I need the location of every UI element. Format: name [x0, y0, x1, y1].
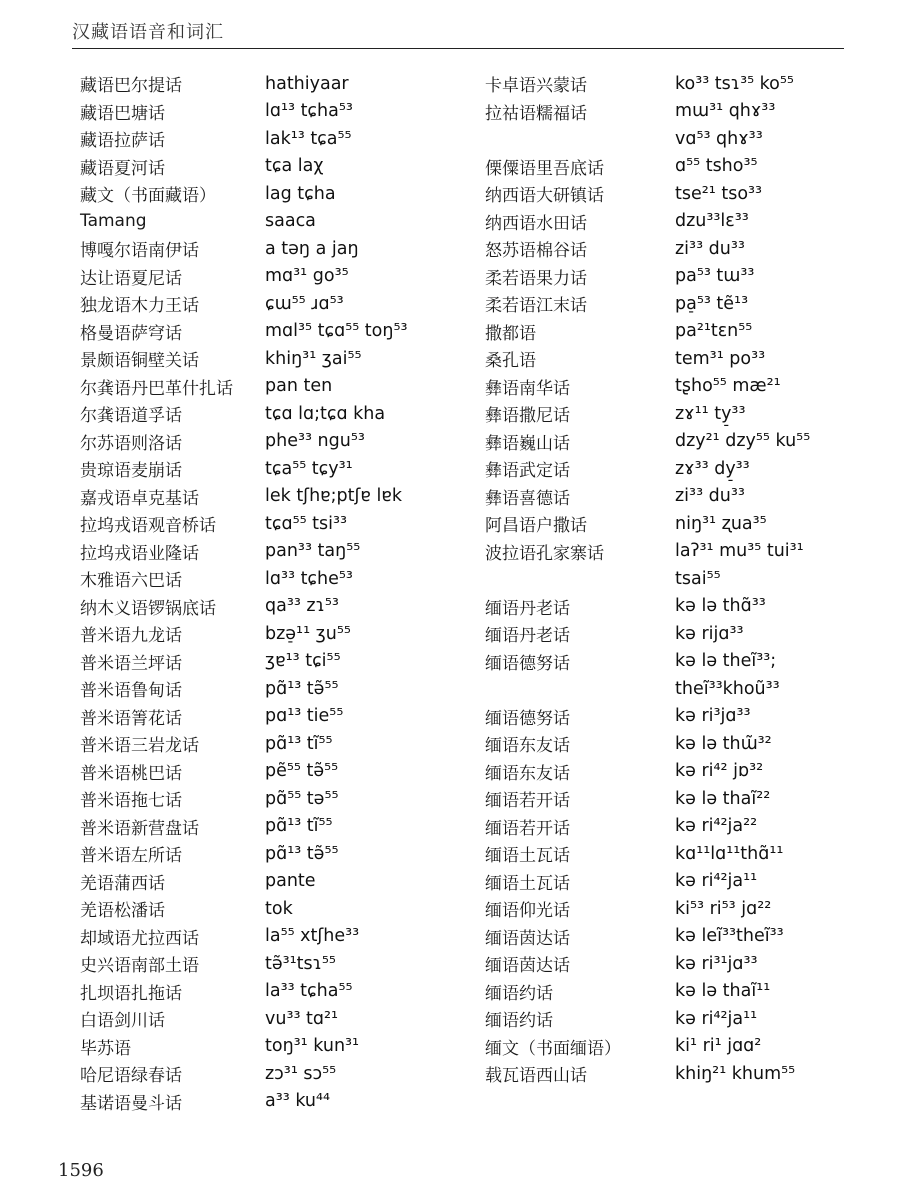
entry-row — [485, 868, 825, 896]
entry-row — [80, 675, 410, 703]
left-column — [80, 70, 410, 1115]
word-form: vu³³ tɑ²¹ — [265, 1008, 339, 1029]
entry-row — [80, 813, 410, 841]
dialect-name: 缅语约话 — [485, 1011, 553, 1032]
word-form: niŋ³¹ ʐua³⁵ — [675, 513, 767, 534]
entry-row — [485, 70, 825, 98]
dialect-name: 普米语箐花话 — [80, 708, 182, 729]
page-number: 1596 — [58, 1160, 104, 1181]
entry-row — [485, 483, 825, 511]
dialect-name: 彝语撒尼话 — [485, 406, 570, 427]
word-form: pante — [265, 871, 316, 892]
dialect-name: 羌语蒲西话 — [80, 873, 165, 894]
entry-row — [485, 950, 825, 978]
word-form: zɤ¹¹ ty̠³³ — [675, 403, 746, 424]
word-form: pɑ̃¹³ tĩ⁵⁵ — [265, 733, 333, 754]
dialect-name: 独龙语木力王话 — [80, 296, 199, 317]
dialect-name: 博嘎尔语南伊话 — [80, 241, 199, 262]
entry-row — [485, 923, 825, 951]
word-form: dzu³³lɛ³³ — [675, 211, 749, 232]
dialect-name: 傈僳语里吾底话 — [485, 158, 604, 179]
word-form: pɑ̃¹³ tə̃⁵⁵ — [265, 678, 339, 699]
word-form: la⁵⁵ xtʃhe³³ — [265, 926, 360, 947]
word-form: ɑ⁵⁵ tsho³⁵ — [675, 156, 758, 177]
entry-row — [80, 565, 410, 593]
entry-row — [80, 263, 410, 291]
word-form: lag tɕha — [265, 183, 336, 204]
entry-row — [485, 318, 825, 346]
dialect-name: 格曼语萨穹话 — [80, 323, 182, 344]
word-form: kə ri⁴²ja²² — [675, 816, 758, 837]
dialect-name: 桑孔语 — [485, 351, 536, 372]
entry-row — [485, 675, 825, 703]
dialect-name: 纳西语大研镇话 — [485, 186, 604, 207]
dialect-name: 普米语九龙话 — [80, 626, 182, 647]
entry-row — [485, 125, 825, 153]
entry-row — [485, 758, 825, 786]
entry-row — [485, 620, 825, 648]
entry-row — [485, 98, 825, 126]
entry-row — [485, 813, 825, 841]
word-form: kə ri³jɑ³³ — [675, 706, 751, 727]
entry-row — [485, 840, 825, 868]
word-form: ɕɯ⁵⁵ ɹɑ⁵³ — [265, 293, 344, 314]
word-form: mɑ³¹ go³⁵ — [265, 266, 349, 287]
word-form: khiŋ²¹ khum⁵⁵ — [675, 1063, 796, 1084]
dialect-name: 缅语德努话 — [485, 708, 570, 729]
word-form: tsai⁵⁵ — [675, 568, 721, 589]
dialect-name: 缅语丹老话 — [485, 626, 570, 647]
dialect-name: 达让语夏尼话 — [80, 268, 182, 289]
dialect-name: 阿昌语户撒话 — [485, 516, 587, 537]
entry-row — [80, 593, 410, 621]
dialect-name: 卡卓语兴蒙话 — [485, 76, 587, 97]
word-form: kə lə thɯ̃³² — [675, 733, 772, 754]
entry-row — [80, 758, 410, 786]
word-form: pa²¹tɛn⁵⁵ — [675, 321, 753, 342]
dialect-name: 彝语喜德话 — [485, 488, 570, 509]
word-form: kə leĩ³³theĩ³³ — [675, 926, 784, 947]
dialect-name: 缅语若开话 — [485, 818, 570, 839]
word-form: lek tʃhɐ;ptʃɐ lɐk — [265, 486, 402, 507]
dialect-name: 木雅语六巴话 — [80, 571, 182, 592]
word-form: pɑ¹³ tie⁵⁵ — [265, 706, 344, 727]
word-form: vɑ⁵³ qhɤ³³ — [675, 128, 763, 149]
dialect-name: 普米语三岩龙话 — [80, 736, 199, 757]
dialect-name: 藏语夏河话 — [80, 158, 165, 179]
entry-row — [80, 318, 410, 346]
entry-row — [485, 1005, 825, 1033]
entry-row — [485, 538, 825, 566]
entry-row — [80, 950, 410, 978]
dialect-name: 缅语德努话 — [485, 653, 570, 674]
word-form: saaca — [265, 211, 316, 232]
entry-row — [80, 345, 410, 373]
word-form: lɑ³³ tɕhe⁵³ — [265, 568, 353, 589]
entry-row — [485, 703, 825, 731]
entry-row — [485, 290, 825, 318]
entry-row — [80, 208, 410, 236]
dialect-name: 普米语拖七话 — [80, 791, 182, 812]
dialect-name: 缅语土瓦话 — [485, 846, 570, 867]
word-form: khiŋ³¹ ʒai⁵⁵ — [265, 348, 362, 369]
dialect-name: 柔若语果力话 — [485, 268, 587, 289]
word-form: dzy²¹ dzy⁵⁵ ku⁵⁵ — [675, 431, 811, 452]
dialect-name: 白语剑川话 — [80, 1011, 165, 1032]
dialect-name: 普米语鲁甸话 — [80, 681, 182, 702]
dialect-name: 波拉语孔家寨话 — [485, 543, 604, 564]
dialect-name: 缅语土瓦话 — [485, 873, 570, 894]
dialect-name: 彝语武定话 — [485, 461, 570, 482]
dialect-name: 普米语兰坪话 — [80, 653, 182, 674]
word-form: pan³³ taŋ⁵⁵ — [265, 541, 361, 562]
dialect-name: 缅语约话 — [485, 983, 553, 1004]
word-form: ko³³ tsɿ³⁵ ko⁵⁵ — [675, 73, 794, 94]
dialect-name: 却域语尤拉西话 — [80, 928, 199, 949]
running-title: 汉藏语语音和词汇 — [72, 22, 224, 43]
dialect-name: 藏文（书面藏语） — [80, 186, 216, 207]
entry-row — [80, 400, 410, 428]
header-rule — [72, 48, 844, 49]
dialect-name: 载瓦语西山话 — [485, 1066, 587, 1087]
word-form: kə lə thɑ̃³³ — [675, 596, 766, 617]
entry-row — [80, 1060, 410, 1088]
entry-row — [80, 290, 410, 318]
dialect-name: 缅语东友话 — [485, 763, 570, 784]
word-form: qa³³ zɿ⁵³ — [265, 596, 339, 617]
word-form: tse²¹ tso³³ — [675, 183, 763, 204]
entry-row — [80, 895, 410, 923]
dialect-name: 缅语丹老话 — [485, 598, 570, 619]
entry-row — [485, 373, 825, 401]
dialect-name: 拉坞戎语业隆话 — [80, 543, 199, 564]
entry-row — [80, 1005, 410, 1033]
dialect-name: 尔龚语道孚话 — [80, 406, 182, 427]
dialect-name: 尔苏语则洛话 — [80, 433, 182, 454]
dialect-name: 藏语拉萨话 — [80, 131, 165, 152]
dialect-name: 缅语仰光话 — [485, 901, 570, 922]
entry-row — [485, 153, 825, 181]
word-form: bzə̠¹¹ ʒu⁵⁵ — [265, 623, 351, 644]
entry-row — [485, 1060, 825, 1088]
entry-row — [485, 1033, 825, 1061]
dialect-name: 贵琼语麦崩话 — [80, 461, 182, 482]
word-form: phe³³ ngu⁵³ — [265, 431, 365, 452]
dialect-name: 羌语松潘话 — [80, 901, 165, 922]
word-form: mɯ³¹ qhɤ³³ — [675, 101, 776, 122]
word-form: ki¹ ri¹ jɑɑ² — [675, 1036, 762, 1057]
word-form: lɑ¹³ tɕha⁵³ — [265, 101, 353, 122]
entry-row — [80, 538, 410, 566]
word-form: zi³³ du³³ — [675, 238, 745, 259]
word-form: pa̠⁵³ tẽ¹³ — [675, 293, 749, 314]
entry-row — [485, 208, 825, 236]
dialect-name: Tamang — [80, 211, 147, 232]
dialect-name: 哈尼语绿春话 — [80, 1066, 182, 1087]
entry-row — [80, 180, 410, 208]
word-form: pɑ̃¹³ tə̃⁵⁵ — [265, 843, 339, 864]
entry-row — [485, 180, 825, 208]
dialect-name: 普米语新营盘话 — [80, 818, 199, 839]
word-form: lak¹³ tɕa⁵⁵ — [265, 128, 352, 149]
entry-row — [485, 263, 825, 291]
word-form: tɕɑ⁵⁵ tsi³³ — [265, 513, 348, 534]
right-column — [485, 70, 825, 1088]
word-form: laʔ³¹ mu³⁵ tui³¹ — [675, 541, 804, 562]
word-form: theĩ³³khoũ³³ — [675, 678, 780, 699]
entry-row — [80, 978, 410, 1006]
entry-row — [80, 868, 410, 896]
word-form: kə rijɑ³³ — [675, 623, 744, 644]
dialect-name: 缅语东友话 — [485, 736, 570, 757]
dialect-name: 毕苏语 — [80, 1038, 131, 1059]
word-form: pɑ̃¹³ tĩ⁵⁵ — [265, 816, 333, 837]
word-form: tɕa⁵⁵ tɕy³¹ — [265, 458, 353, 479]
entry-row — [80, 125, 410, 153]
entry-row — [485, 648, 825, 676]
word-form: zɔ³¹ sɔ⁵⁵ — [265, 1063, 337, 1084]
dialect-name: 彝语南华话 — [485, 378, 570, 399]
dialect-name: 柔若语江末话 — [485, 296, 587, 317]
dialect-name: 缅语若开话 — [485, 791, 570, 812]
dialect-name: 嘉戎语卓克基话 — [80, 488, 199, 509]
word-form: tʂho⁵⁵ mæ²¹ — [675, 376, 781, 397]
entry-row — [485, 510, 825, 538]
word-form: pa⁵³ tɯ³³ — [675, 266, 755, 287]
dialect-name: 拉祜语糯福话 — [485, 103, 587, 124]
dialect-name: 纳木义语锣锅底话 — [80, 598, 216, 619]
entry-row — [80, 70, 410, 98]
word-form: tem³¹ po³³ — [675, 348, 766, 369]
dialect-name: 普米语左所话 — [80, 846, 182, 867]
word-form: zi³³ du³³ — [675, 486, 745, 507]
entry-row — [485, 400, 825, 428]
word-form: kə ri⁴²ja¹¹ — [675, 1008, 758, 1029]
entry-row — [485, 895, 825, 923]
entry-row — [80, 620, 410, 648]
entry-row — [80, 730, 410, 758]
word-form: pẽ⁵⁵ tə̃⁵⁵ — [265, 761, 339, 782]
word-form: tok — [265, 898, 293, 919]
entry-row — [80, 428, 410, 456]
entry-row — [485, 428, 825, 456]
dialect-name: 彝语巍山话 — [485, 433, 570, 454]
word-form: kə ri⁴² jɒ³² — [675, 761, 764, 782]
entry-row — [485, 785, 825, 813]
entry-row — [485, 235, 825, 263]
dialect-name: 基诺语曼斗话 — [80, 1093, 182, 1114]
word-form: ʒɐ¹³ tɕi⁵⁵ — [265, 651, 341, 672]
dialect-name: 纳西语水田话 — [485, 213, 587, 234]
dialect-name: 缅文（书面缅语） — [485, 1038, 621, 1059]
word-form: tə̃³¹tsɿ⁵⁵ — [265, 953, 336, 974]
entry-row — [80, 1033, 410, 1061]
dialect-name: 缅语茵达话 — [485, 928, 570, 949]
dialect-name: 藏语巴尔提话 — [80, 76, 182, 97]
entry-row — [80, 510, 410, 538]
dialect-name: 怒苏语棉谷话 — [485, 241, 587, 262]
word-form: kə ri³¹jɑ³³ — [675, 953, 758, 974]
word-form: ki⁵³ ri⁵³ jɑ²² — [675, 898, 772, 919]
entry-row — [80, 98, 410, 126]
dialect-name: 拉坞戎语观音桥话 — [80, 516, 216, 537]
word-form: kə lə thaĩ¹¹ — [675, 981, 771, 1002]
word-form: a təŋ a jaŋ — [265, 238, 359, 259]
word-form: pan ten — [265, 376, 333, 397]
entry-row — [80, 923, 410, 951]
entry-row — [80, 703, 410, 731]
entry-row — [80, 483, 410, 511]
dialect-name: 尔龚语丹巴革什扎话 — [80, 378, 233, 399]
dialect-name: 扎坝语扎拖话 — [80, 983, 182, 1004]
word-form: pɑ̃⁵⁵ tə⁵⁵ — [265, 788, 339, 809]
entry-row — [80, 153, 410, 181]
word-form: tɕɑ lɑ;tɕɑ kha — [265, 403, 386, 424]
word-form: zɤ³³ dy̠³³ — [675, 458, 750, 479]
entry-row — [80, 1088, 410, 1116]
dialect-name: 藏语巴塘话 — [80, 103, 165, 124]
dialect-name: 普米语桃巴话 — [80, 763, 182, 784]
entry-row — [80, 373, 410, 401]
entry-row — [485, 345, 825, 373]
word-form: hathiyaar — [265, 73, 349, 94]
entry-row — [485, 730, 825, 758]
word-form: kɑ¹¹lɑ¹¹thɑ̃¹¹ — [675, 843, 784, 864]
word-form: kə lə theĩ³³; — [675, 651, 777, 672]
dialect-name: 景颇语铜壁关话 — [80, 351, 199, 372]
entry-row — [485, 593, 825, 621]
entry-row — [80, 785, 410, 813]
entry-row — [80, 648, 410, 676]
entry-row — [485, 455, 825, 483]
word-form: mɑl³⁵ tɕɑ⁵⁵ toŋ⁵³ — [265, 321, 408, 342]
entry-row — [485, 978, 825, 1006]
word-form: kə ri⁴²ja¹¹ — [675, 871, 758, 892]
entry-row — [80, 235, 410, 263]
dialect-name: 缅语茵达话 — [485, 956, 570, 977]
word-form: kə lə thaĩ²² — [675, 788, 771, 809]
word-form: a³³ ku⁴⁴ — [265, 1091, 331, 1112]
entry-row — [80, 455, 410, 483]
word-form: tɕa laχ — [265, 156, 324, 177]
dialect-name: 撒都语 — [485, 323, 536, 344]
word-form: toŋ³¹ kun³¹ — [265, 1036, 360, 1057]
word-form: la³³ tɕha⁵⁵ — [265, 981, 353, 1002]
entry-row — [485, 565, 825, 593]
entry-row — [80, 840, 410, 868]
dialect-name: 史兴语南部土语 — [80, 956, 199, 977]
